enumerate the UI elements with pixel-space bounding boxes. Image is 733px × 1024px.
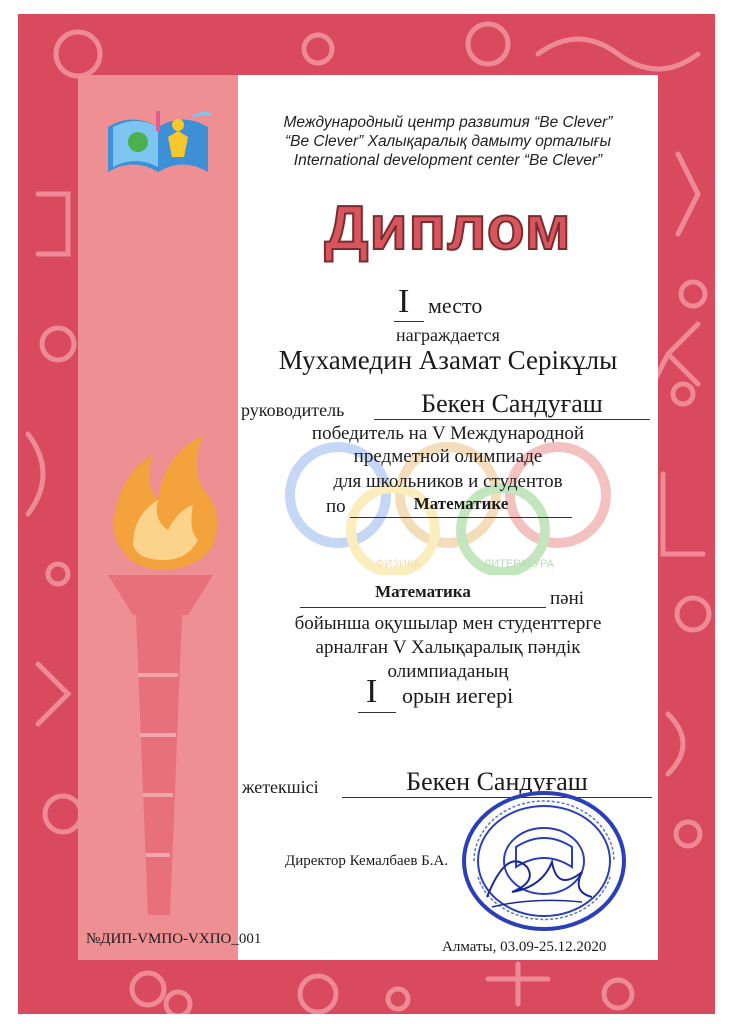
org-name-kz: “Be Clever” Халықаралық дамыту орталығы — [284, 133, 612, 150]
awarded-label: награждается — [396, 325, 500, 345]
subject-prefix: по — [326, 496, 346, 517]
kz-place-label: орын иегері — [402, 683, 514, 708]
signature — [482, 837, 592, 917]
org-name-ru: Международный центр развития “Be Clever” — [283, 114, 613, 131]
kz-supervisor-label: жетекшісі — [242, 777, 319, 797]
logo-book-icon — [98, 97, 218, 187]
description-line-1: победитель на V Международной — [311, 423, 585, 444]
place-number: I — [398, 283, 410, 320]
subject-kz: Математика — [375, 582, 471, 601]
physics-ring-label: ФИЗИКА — [376, 558, 421, 570]
subject-ru: Математике — [413, 494, 509, 513]
organization-header — [238, 113, 658, 170]
kz-line-2: арналған V Халықаралық пәндік — [315, 637, 581, 658]
kz-line-3: олимпиаданың — [387, 661, 509, 682]
place-label: место — [428, 293, 483, 318]
subject-kz-suffix: пәні — [550, 588, 585, 609]
torch-icon — [78, 75, 238, 960]
description-line-3: для школьников и студентов — [333, 471, 563, 492]
description-line-2: предметной олимпиаде — [353, 446, 543, 467]
kz-place-underline — [358, 712, 396, 713]
diploma-title: Диплом — [324, 194, 572, 263]
director-signature-line: Директор Кемалбаев Б.А. — [285, 853, 449, 869]
supervisor-label: руководитель — [241, 400, 345, 420]
subject-underline — [350, 517, 572, 518]
document-number: №ДИП-VМПО-VХПО_001 — [86, 931, 262, 947]
place-and-date: Алматы, 03.09-25.12.2020 — [442, 939, 607, 955]
supervisor-underline — [374, 419, 650, 420]
kz-place-number: I — [366, 673, 378, 710]
subject-kz-underline — [300, 607, 546, 608]
kz-supervisor-name: Бекен Сандуғаш — [406, 767, 588, 796]
recipient-name: Мухамедин Азамат Серікұлы — [278, 345, 618, 375]
org-name-en: International development center “Be Clever” — [293, 152, 603, 169]
literature-ring-label: ЛИТЕРАТУРА — [484, 558, 554, 570]
diploma-paper — [78, 75, 658, 960]
place-underline — [394, 321, 424, 322]
kz-line-1: бойынша оқушылар мен студенттерге — [294, 613, 602, 634]
supervisor-name: Бекен Сандуғаш — [421, 389, 603, 418]
